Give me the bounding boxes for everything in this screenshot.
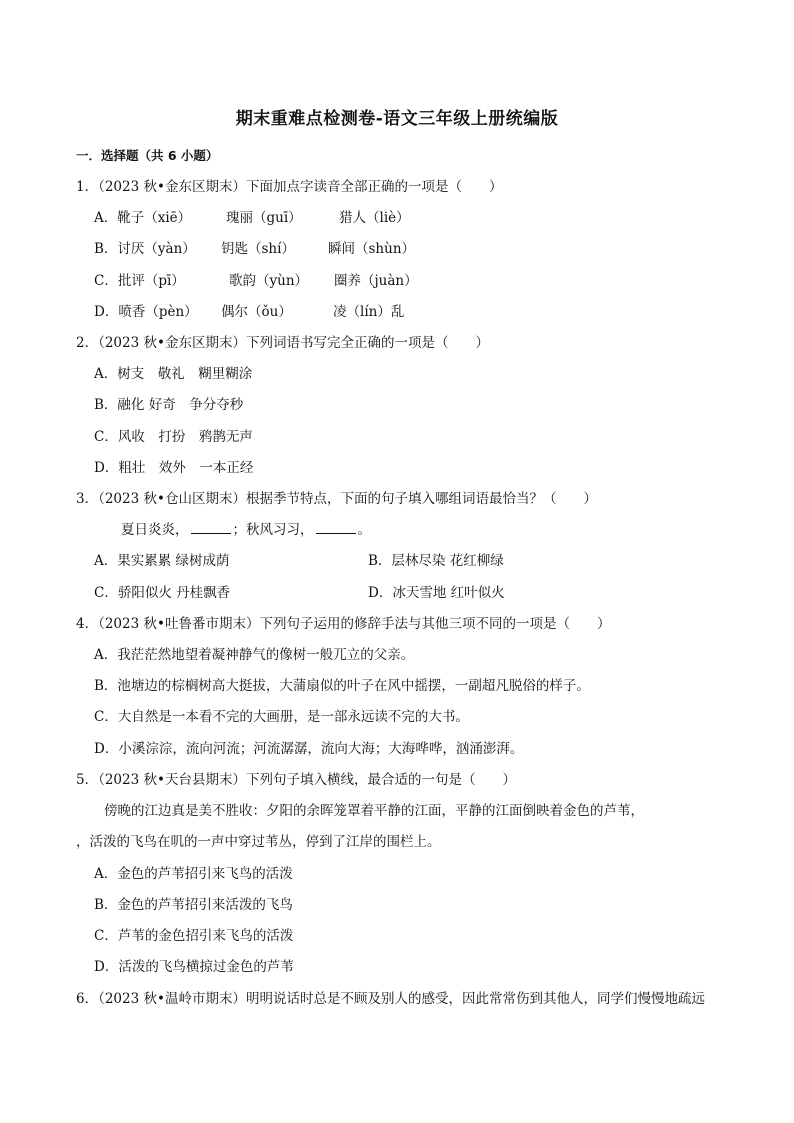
question-3-stem: 3．（2023 秋•仓山区期末）根据季节特点，下面的句子填入哪组词语最恰当？（ ） — [76, 491, 597, 507]
option-a-word-2: 瑰丽（guī） — [226, 210, 302, 226]
option-b-word-3: 瞬间（shùn） — [328, 241, 416, 257]
question-2-option-b[interactable]: B．融化 好奇 争分夺秒 — [94, 397, 244, 413]
option-c-word-1: C．批评（pī） — [94, 273, 185, 289]
sentence-part-1: 夏日炎炎， — [121, 522, 189, 538]
question-4-option-b[interactable]: B．池塘边的棕榈树高大挺拔，大蒲扇似的叶子在风中摇摆，一副超凡脱俗的样子。 — [94, 678, 590, 694]
option-d-word-1: D．喷香（pèn） — [94, 304, 198, 320]
question-2-option-c[interactable]: C．风收 打扮 鸦鹊无声 — [94, 429, 253, 445]
question-3-option-b[interactable]: B．层林尽染 花红柳绿 — [368, 553, 504, 569]
option-a-word-3: 猎人（liè） — [339, 210, 410, 226]
question-5-option-c[interactable]: C．芦苇的金色招引来飞鸟的活泼 — [94, 928, 294, 944]
sentence-part-2: ；秋风习习， — [232, 522, 314, 538]
question-3-sentence — [121, 518, 371, 538]
question-5-stem: 5．（2023 秋•天台县期末）下列句子填入横线，最合适的一句是（ ） — [76, 772, 516, 788]
question-5-option-a[interactable]: A．金色的芦苇招引来飞鸟的活泼 — [94, 866, 293, 882]
option-b-word-2: 钥匙（shí） — [221, 241, 295, 257]
option-c-word-2: 歌韵（yùn） — [229, 273, 309, 289]
question-5-passage-line-2: ，活泼的飞鸟在叽的一声中穿过苇丛，停到了江岸的围栏上。 — [76, 834, 441, 850]
sentence-part-3: 。 — [357, 522, 371, 538]
option-d-word-2: 偶尔（ǒu） — [221, 304, 292, 320]
question-3-option-d[interactable]: D．冰天雪地 红叶似火 — [368, 585, 505, 601]
question-5-option-d[interactable]: D．活泼的飞鸟横掠过金色的芦苇 — [94, 959, 294, 975]
question-3-option-a[interactable]: A．果实累累 绿树成荫 — [94, 553, 230, 569]
option-b-word-1: B．讨厌（yàn） — [94, 241, 196, 257]
question-4-stem: 4．（2023 秋•吐鲁番市期末）下列句子运用的修辞手法与其他三项不同的一项是（ ） — [76, 616, 611, 632]
question-4-option-d[interactable]: D．小溪淙淙，流向河流；河流潺潺，流向大海；大海哗哗，汹涌澎湃。 — [94, 741, 524, 757]
question-4-option-a[interactable]: A．我茫茫然地望着凝神静气的像树一般兀立的父亲。 — [94, 647, 415, 663]
question-2-stem: 2．（2023 秋•金东区期末）下列词语书写完全正确的一项是（ ） — [76, 335, 489, 351]
question-6-stem: 6．（2023 秋•温岭市期末）明明说话时总是不顾及别人的感受，因此常常伤到其他人，同学们慢慢地疏远 — [76, 991, 705, 1007]
question-3-option-c[interactable]: C．骄阳似火 丹桂飘香 — [94, 585, 231, 601]
question-5-option-b[interactable]: B．金色的芦苇招引来活泼的飞鸟 — [94, 897, 293, 913]
option-d-word-3: 凌（lín）乱 — [333, 304, 405, 320]
question-2-option-d[interactable]: D．粗壮 效外 一本正经 — [94, 460, 254, 476]
option-a-word-1: A．靴子（xiē） — [94, 210, 192, 226]
question-1-stem: 1．（2023 秋•金东区期末）下面加点字读音全部正确的一项是（ ） — [76, 179, 503, 195]
fill-blank-1[interactable] — [191, 521, 231, 534]
question-4-option-c[interactable]: C．大自然是一本看不完的大画册，是一部永远读不完的大书。 — [94, 709, 469, 725]
section-heading: 一．选择题（共 6 小题） — [76, 148, 219, 163]
question-2-option-a[interactable]: A．树支 敬礼 糊里糊涂 — [94, 366, 253, 382]
page-title: 期末重难点检测卷-语文三年级上册统编版 — [235, 109, 559, 129]
option-c-word-3: 圈养（juàn） — [334, 273, 418, 289]
question-5-passage-line-1: 傍晚的江边真是美不胜收：夕阳的余晖笼罩着平静的江面，平静的江面倒映着金色的芦苇， — [104, 803, 644, 819]
fill-blank-2[interactable] — [316, 521, 356, 534]
